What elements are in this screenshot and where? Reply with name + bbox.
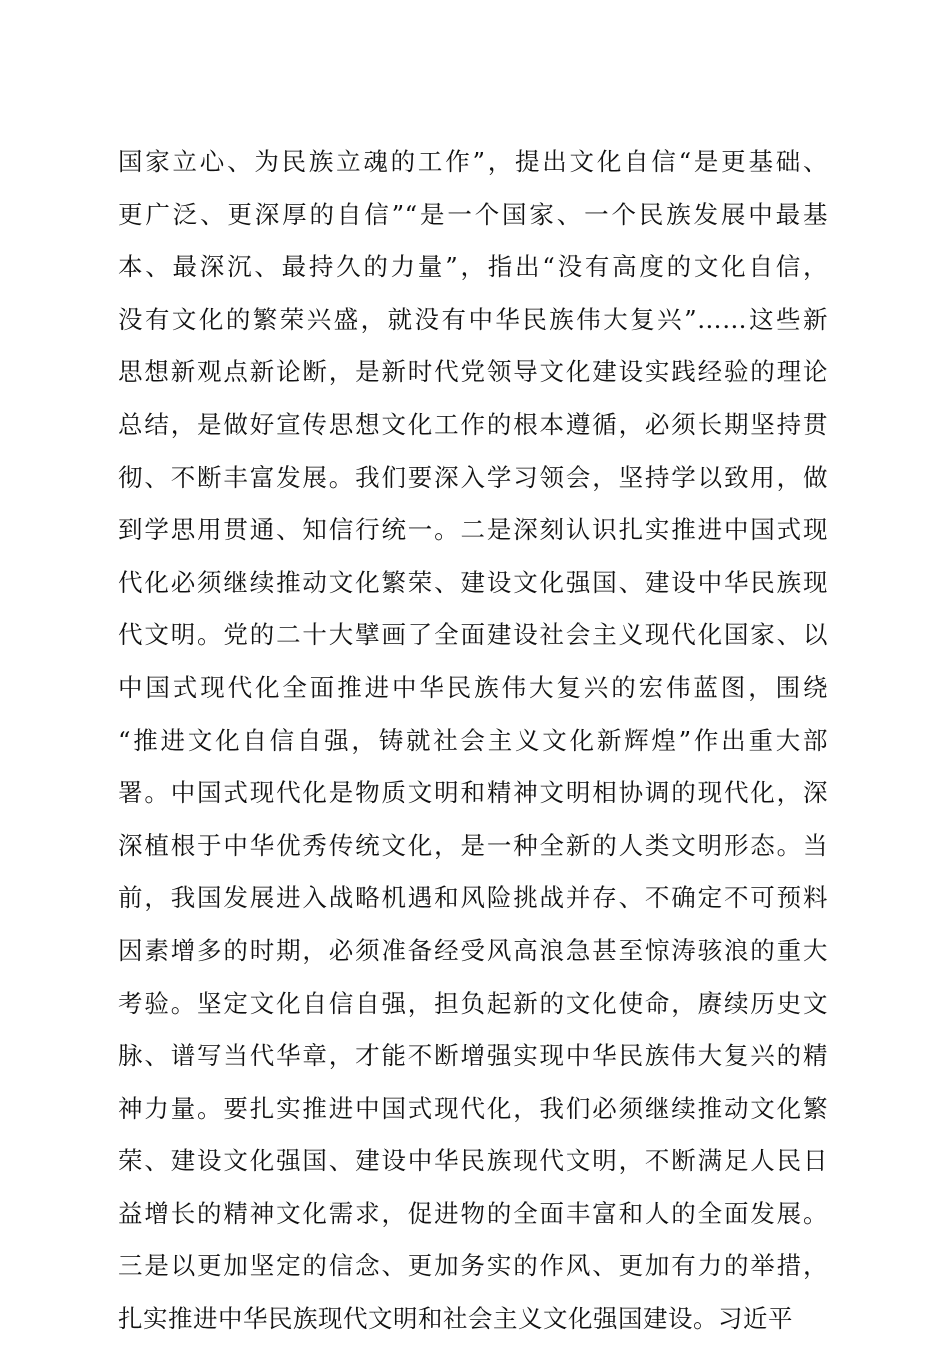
body-text [118,136,828,1346]
text-line: 考验。坚定文化自信自强，担负起新的文化使命，赓续历史文 [118,988,828,1018]
text-line: “推进文化自信自强，铸就社会主义文化新辉煌”作出重大部 [118,725,828,755]
text-line: 荣、建设文化强国、建设中华民族现代文明，不断满足人民日 [118,1146,828,1176]
text-line: 署。中国式现代化是物质文明和精神文明相协调的现代化，深 [118,778,828,808]
text-line: 中国式现代化全面推进中华民族伟大复兴的宏伟蓝图，围绕 [118,672,828,702]
text-line: 国家立心、为民族立魂的工作”，提出文化自信“是更基础、 [118,147,828,176]
text-line: 代文明。党的二十大擘画了全面建设社会主义现代化国家、以 [118,620,828,650]
text-line: 彻、不断丰富发展。我们要深入学习领会，坚持学以致用，做 [118,462,828,492]
text-line: 本、最深沉、最持久的力量”，指出“没有高度的文化自信， [118,252,828,282]
text-line: 因素增多的时期，必须准备经受风高浪急甚至惊涛骇浪的重大 [118,935,828,965]
text-line: 神力量。要扎实推进中国式现代化，我们必须继续推动文化繁 [118,1093,828,1123]
text-line: 代化必须继续推动文化繁荣、建设文化强国、建设中华民族现 [118,567,828,597]
text-line: 脉、谱写当代华章，才能不断增强实现中华民族伟大复兴的精 [118,1041,828,1071]
text-line: 思想新观点新论断，是新时代党领导文化建设实践经验的理论 [118,357,828,387]
text-line: 益增长的精神文化需求，促进物的全面丰富和人的全面发展。 [118,1198,828,1228]
text-line: 扎实推进中华民族现代文明和社会主义文化强国建设。习近平 [118,1304,793,1334]
text-line: 总结，是做好宣传思想文化工作的根本遵循，必须长期坚持贯 [118,409,828,439]
text-line: 没有文化的繁荣兴盛，就没有中华民族伟大复兴”……这些新 [118,304,828,334]
text-line: 三是以更加坚定的信念、更加务实的作风、更加有力的举措， [118,1251,828,1281]
text-line: 深植根于中华优秀传统文化，是一种全新的人类文明形态。当 [118,830,828,860]
text-line: 更广泛、更深厚的自信”“是一个国家、一个民族发展中最基 [118,199,828,229]
text-line: 到学思用贯通、知信行统一。二是深刻认识扎实推进中国式现 [118,515,828,545]
text-line: 前，我国发展进入战略机遇和风险挑战并存、不确定不可预料 [118,883,828,913]
